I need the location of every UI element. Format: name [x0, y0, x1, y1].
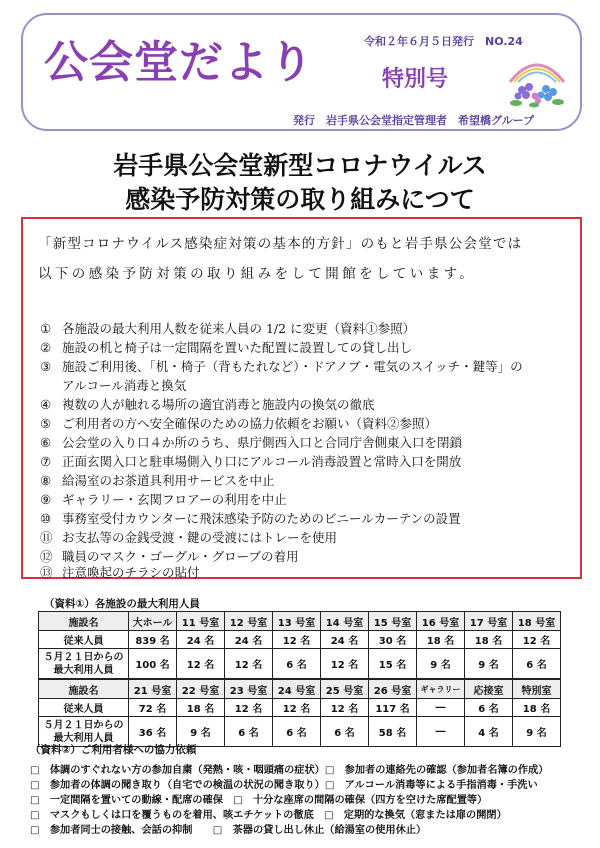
cooperation-line: □ 体調のすぐれない方の参加自粛（発熱・咳・咽頭痛の症状）□ 参加者の連絡先の確認（参加者名簿の作成） — [30, 765, 549, 776]
measure-item: ⑨ ギャラリー・玄関フロアーの利用を中止 — [40, 492, 287, 507]
max-capacity: 6 名 — [513, 649, 561, 679]
regular-capacity: 12 名 — [273, 699, 321, 717]
max-capacity: 6 名 — [321, 717, 369, 747]
measure-item: ⑫ 職員のマスク・ゴーグル・グローブの着用 — [40, 549, 299, 564]
max-capacity: 36 名 — [129, 717, 177, 747]
facility-name: 大ホール — [129, 612, 177, 631]
facility-name: 14 号室 — [321, 612, 369, 631]
max-capacity: 12 名 — [177, 649, 225, 679]
facility-name: 17 号室 — [465, 612, 513, 631]
measure-item: ⑩ 事務室受付カウンターに飛沫感染予防のためのビニールカーテンの設置 — [40, 511, 461, 526]
regular-capacity: 18 名 — [465, 631, 513, 649]
row-label-facility: 施設名 — [39, 612, 129, 631]
regular-capacity: 12 名 — [273, 631, 321, 649]
regular-capacity: 24 名 — [321, 631, 369, 649]
max-capacity: 100 名 — [129, 649, 177, 679]
row-label-regular: 従来人員 — [39, 699, 129, 717]
max-capacity: 6 名 — [273, 649, 321, 679]
measure-item: ⑥ 公会堂の入り口４か所のうち、県庁側西入口と合同庁舎側東入口を閉鎖 — [40, 435, 463, 450]
cooperation-caption: （資料②）ご利用者様への協力依頼 — [30, 744, 197, 756]
max-capacity: 58 名 — [369, 717, 417, 747]
max-capacity: 9 名 — [417, 649, 465, 679]
regular-capacity: 839 名 — [129, 631, 177, 649]
facility-name: 21 号室 — [129, 680, 177, 699]
measure-item: ② 施設の机と椅子は一定間隔を置いた配置に設置しての貸し出し — [40, 340, 413, 355]
facility-name: 22 号室 — [177, 680, 225, 699]
special-edition-label: 特別号 — [382, 67, 449, 92]
measure-item: ⑧ 給湯室のお茶道具利用サービスを中止 — [40, 473, 275, 488]
publisher-line: 発行 岩手県公会堂指定管理者 希望橋グループ — [293, 114, 535, 127]
measure-item: ④ 複数の人が触れる場所の適宜消毒と施設内の換気の徹底 — [40, 397, 375, 412]
facility-name: 25 号室 — [321, 680, 369, 699]
facility-name: 26 号室 — [369, 680, 417, 699]
row-label-regular: 従来人員 — [39, 631, 129, 649]
facility-name: ギャラリー — [417, 680, 465, 699]
row-label-from-may21: ５月２１日からの 最大利用人員 — [39, 649, 129, 679]
max-capacity: 12 名 — [225, 649, 273, 679]
max-capacity: 6 名 — [273, 717, 321, 747]
regular-capacity: 117 名 — [369, 699, 417, 717]
cooperation-line: □ 参加者同士の接触、会話の抑制 □ 茶器の貸し出し休止（給湯室の使用休止） — [30, 825, 427, 836]
facility-name: 16 号室 — [417, 612, 465, 631]
max-capacity: ― — [417, 717, 465, 747]
regular-capacity: 12 名 — [321, 699, 369, 717]
cooperation-line: □ マスクもしくは口を覆うものを着用、咳エチケットの徹底 □ 定期的な換気（窓または扉の開閉） — [30, 810, 507, 821]
regular-capacity: 18 名 — [177, 699, 225, 717]
facility-name: 応接室 — [465, 680, 513, 699]
cooperation-line: □ 参加者の体調の聞き取り（自宅での検温の状況の聞き取り）□ アルコール消毒等による手指消毒・手洗い — [30, 780, 538, 791]
regular-capacity: 12 名 — [513, 631, 561, 649]
max-capacity: 6 名 — [225, 717, 273, 747]
facility-name: 12 号室 — [225, 612, 273, 631]
capacity-table-lower — [38, 679, 561, 747]
regular-capacity: 18 名 — [513, 699, 561, 717]
facility-name: 13 号室 — [273, 612, 321, 631]
measure-item-continued: アルコール消毒と換気 — [62, 378, 187, 393]
regular-capacity: 12 名 — [225, 699, 273, 717]
article-title-line2: 感染予防対策の取り組みにつて — [125, 185, 475, 214]
max-capacity: 9 名 — [465, 649, 513, 679]
facility-name: 15 号室 — [369, 612, 417, 631]
cooperation-line: □ 一定間隔を置いての動線・配席の確保 □ 十分な座席の間隔の確保（四方を空けた席配置等） — [30, 795, 488, 806]
measure-item: ③ 施設ご利用後、「机・椅子（背もたれなど）・ドアノブ・電気のスイッチ・鍵等」の — [40, 359, 523, 374]
facility-name: 11 号室 — [177, 612, 225, 631]
max-capacity: 15 名 — [369, 649, 417, 679]
regular-capacity: 72 名 — [129, 699, 177, 717]
capacity-table-upper — [38, 611, 561, 679]
intro-text-line1: 「新型コロナウイルス感染症対策の基本的方針」のもと岩手県公会堂では — [38, 236, 523, 252]
measure-item: ⑦ 正面玄関入口と駐車場側入り口にアルコール消毒設置と常時入口を開放 — [40, 454, 462, 469]
facility-name: 18 号室 — [513, 612, 561, 631]
facility-name: 24 号室 — [273, 680, 321, 699]
max-capacity: 9 名 — [177, 717, 225, 747]
measure-item: ⑪ お支払等の金銭受渡・鍵の受渡にはトレーを使用 — [40, 530, 338, 545]
regular-capacity: 18 名 — [417, 631, 465, 649]
regular-capacity: 6 名 — [465, 699, 513, 717]
max-capacity: 12 名 — [321, 649, 369, 679]
row-label-facility: 施設名 — [39, 680, 129, 699]
regular-capacity: 24 名 — [177, 631, 225, 649]
intro-text-line2: 以下の感染予防対策の取り組みをして開館をしています。 — [38, 266, 477, 282]
hydrangea-umbrella-illustration — [504, 54, 570, 108]
facility-name: 特別室 — [513, 680, 561, 699]
capacity-table-caption: （資料①）各施設の最大利用人員 — [44, 598, 200, 610]
measure-item: ⑤ ご利用者の方へ安全確保のための協力依頼をお願い（資料②参照） — [40, 416, 438, 431]
issue-date: 令和２年６月５日発行 NO.24 — [364, 35, 523, 48]
regular-capacity: 24 名 — [225, 631, 273, 649]
max-capacity: 9 名 — [513, 717, 561, 747]
regular-capacity: ― — [417, 699, 465, 717]
measure-item: ⑬ 注意喚起のチラシの貼付 — [40, 565, 200, 580]
measure-item: ① 各施設の最大利用人数を従来人員の 1/2 に変更（資料①参照） — [40, 321, 416, 336]
row-label-from-may21: ５月２１日からの 最大利用人員 — [39, 717, 129, 747]
facility-name: 23 号室 — [225, 680, 273, 699]
masthead-title: 公会堂だより — [44, 37, 314, 88]
max-capacity: 4 名 — [465, 717, 513, 747]
article-title-line1: 岩手県公会堂新型コロナウイルス — [113, 151, 487, 180]
regular-capacity: 30 名 — [369, 631, 417, 649]
